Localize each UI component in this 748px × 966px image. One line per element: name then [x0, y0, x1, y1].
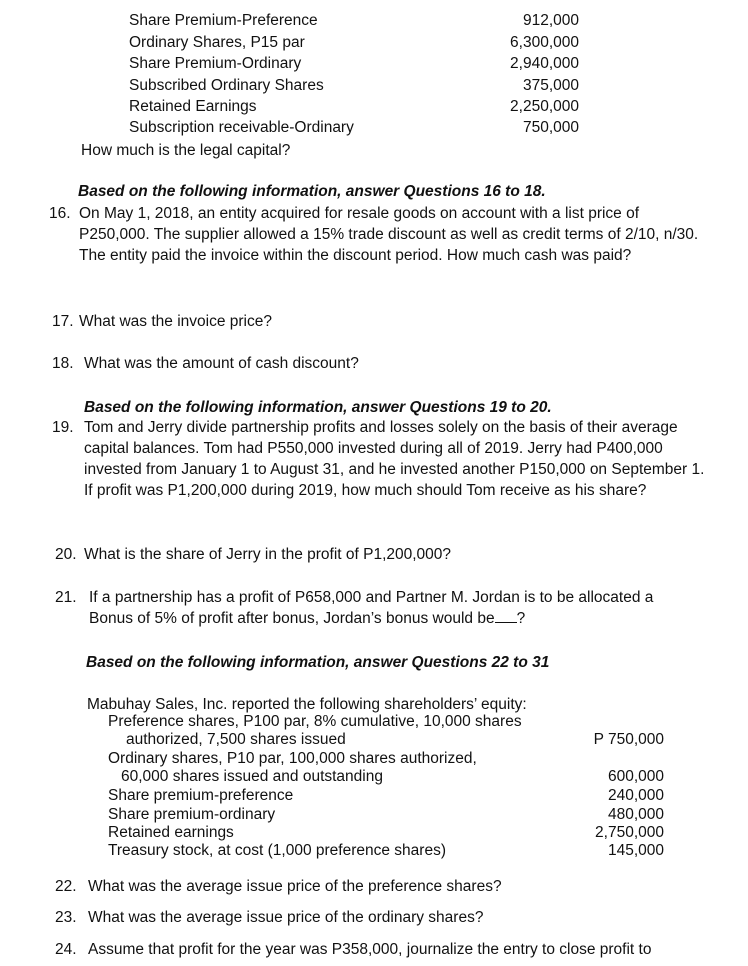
question-23-text: What was the average issue price of the ordinary shares?	[88, 909, 484, 926]
question-number: 18.	[52, 355, 74, 372]
question-18-text: What was the amount of cash discount?	[84, 355, 359, 372]
question-19-text: Tom and Jerry divide partnership profits and losses solely on the basis of their average capital balances. Tom had P550,000 invested during all of 2019. Jerry had P400,000 invested from January 1 to August 31, and he invested another P150,000 on September 1. If profit was P1,200,000 during 2019, how much should Tom receive as his share?	[84, 419, 705, 499]
question-number: 24.	[55, 941, 77, 958]
question-number: 23.	[55, 909, 77, 926]
legal-capital-question: How much is the legal capital?	[81, 142, 291, 159]
account-amount: 2,940,000	[510, 55, 579, 72]
equity-amount: P 750,000	[593, 731, 664, 748]
question-22-text: What was the average issue price of the preference shares?	[88, 878, 502, 895]
equity-amount: 240,000	[607, 787, 664, 804]
equity-amount: 145,000	[607, 842, 664, 859]
account-amount: 375,000	[522, 77, 579, 94]
equity-amount: 2,750,000	[595, 824, 664, 841]
question-number: 19.	[52, 419, 74, 436]
account-label: Ordinary Shares, P15 par	[129, 34, 305, 51]
question-number: 16.	[49, 205, 71, 222]
question-number: 21.	[55, 589, 77, 606]
equity-line: 60,000 shares issued and outstanding	[121, 768, 383, 785]
section-heading-22-31: Based on the following information, answer Questions 22 to 31	[86, 654, 550, 671]
account-label: Retained Earnings	[129, 98, 257, 115]
equity-line: Preference shares, P100 par, 8% cumulative, 10,000 shares	[108, 713, 522, 730]
equity-amount: 600,000	[607, 768, 664, 785]
equity-intro: Mabuhay Sales, Inc. reported the following shareholders’ equity:	[87, 696, 527, 713]
account-amount: 750,000	[522, 119, 579, 136]
account-label: Subscribed Ordinary Shares	[129, 77, 324, 94]
question-number: 22.	[55, 878, 77, 895]
question-21-line2-text: Bonus of 5% of profit after bonus, Jordan’s bonus would be	[89, 610, 495, 627]
equity-line: Share premium-preference	[108, 787, 294, 804]
account-amount: 912,000	[522, 12, 579, 29]
account-label: Share Premium-Preference	[129, 12, 318, 29]
account-amount: 6,300,000	[510, 34, 579, 51]
account-label: Subscription receivable-Ordinary	[129, 119, 354, 136]
equity-amount: 480,000	[607, 806, 664, 823]
question-mark: ?	[516, 610, 526, 627]
account-amount: 2,250,000	[510, 98, 579, 115]
question-24-text: Assume that profit for the year was P358,000, journalize the entry to close profit to	[88, 941, 652, 958]
question-number: 20.	[55, 546, 77, 563]
equity-line: Share premium-ordinary	[108, 806, 276, 823]
question-20-text: What is the share of Jerry in the profit of P1,200,000?	[84, 546, 452, 563]
answer-blank	[495, 608, 517, 623]
equity-line: Treasury stock, at cost (1,000 preference shares)	[108, 842, 446, 859]
equity-line: Retained earnings	[108, 824, 234, 841]
question-number: 17.	[52, 313, 74, 330]
section-heading-16-18: Based on the following information, answer Questions 16 to 18.	[78, 183, 546, 200]
question-21-line1: If a partnership has a profit of P658,000 and Partner M. Jordan is to be allocated a	[89, 589, 654, 606]
equity-line: authorized, 7,500 shares issued	[126, 731, 346, 748]
equity-line: Ordinary shares, P10 par, 100,000 shares authorized,	[108, 750, 477, 767]
question-16-text: On May 1, 2018, an entity acquired for resale goods on account with a list price of P250,000. The supplier allowed a 15% trade discount as well as credit terms of 2/10, n/30. The entity paid the invoice within the discount period. How much cash was paid?	[79, 205, 699, 264]
account-label: Share Premium-Ordinary	[129, 55, 302, 72]
section-heading-19-20: Based on the following information, answer Questions 19 to 20.	[84, 399, 552, 416]
question-17-text: What was the invoice price?	[79, 313, 272, 330]
question-21-line2	[89, 608, 525, 629]
